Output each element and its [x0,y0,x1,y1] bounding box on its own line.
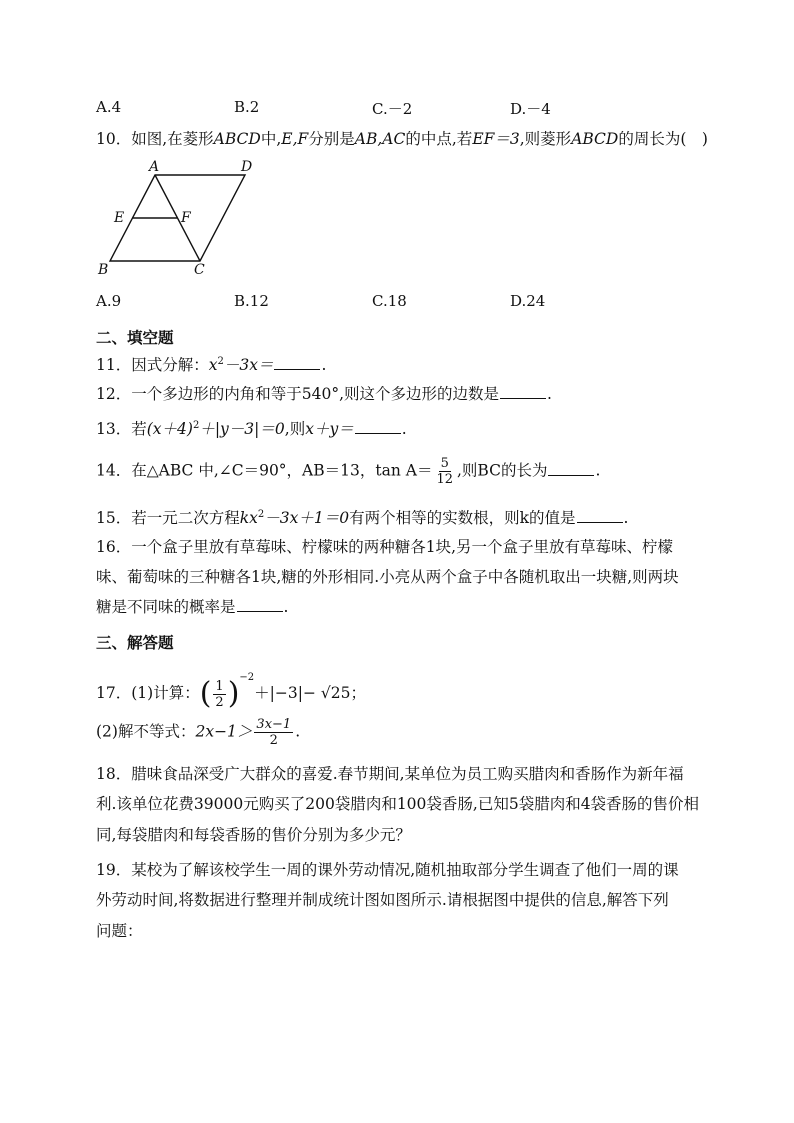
q17-fraction: $\frac{1}{2}$ [215,678,224,710]
q9-option-a[interactable]: A.4 [96,98,122,116]
q16-line1: 16．一个盒子里放有草莓味、柠檬味的两种糖各1块,另一个盒子里放有草莓味、柠檬 [96,538,674,556]
q19-line3: 问题： [96,922,143,940]
label-e: E [114,210,125,226]
label-d: D [241,159,253,175]
q9-option-b[interactable]: B.2 [234,98,260,116]
q14: 14．在△ABC 中,∠C＝90°，AB＝13，tan A＝ $\frac{5}{12}$ ,则BC的长为 . [96,456,601,487]
q19-line1: 19．某校为了解该校学生一周的课外劳动情况,随机抽取部分学生调查了他们一周的课 [96,861,679,879]
q14-fraction: $\frac{5}{12}$ [436,456,453,487]
q16-line3: 糖是不同味的概率是 . [96,598,289,616]
q16-line2: 味、葡萄味的三种糖各1块,糖的外形相同.小亮从两个盒子中各随机取出一块糖,则两块 [96,568,679,586]
section-answer-heading: 三、解答题 [96,634,174,652]
q10-option-a[interactable]: A.9 [96,292,122,310]
q15: 15．若一元二次方程$kx^2-3x+1=0$有两个相等的实数根，则k的值是 . [96,509,629,528]
q15-answer-blank[interactable] [577,508,623,523]
q10-option-d[interactable]: D.24 [510,292,546,310]
q10-options [96,292,736,310]
q10-option-b[interactable]: B.12 [234,292,269,310]
q18-line1: 18．腊味食品深受广大群众的喜爱.春节期间,某单位为员工购买腊肉和香肠作为新年福 [96,765,684,783]
q9-option-c[interactable]: C.－2 [372,100,413,118]
q9-option-d[interactable]: D.－4 [510,100,551,118]
q11-answer-blank[interactable] [274,355,320,370]
q16-answer-blank[interactable] [237,597,283,612]
q13-answer-blank[interactable] [355,419,401,434]
q10-stem: 10．如图,在菱形ABCD中,E,F分别是AB,AC的中点,若EF＝3,则菱形ABCD的周长为( ) [96,130,708,148]
q10-option-c[interactable]: C.18 [372,292,407,310]
rhombus-figure [96,156,266,281]
section-fill-blank-heading: 二、填空题 [96,329,174,347]
label-a: A [149,159,160,175]
q18-line3: 同,每袋腊肉和每袋香肠的售价分别为多少元？ [96,826,411,844]
q13: 13．若$(x+4)^2+|y-3|=0$,则x＋y＝ . [96,420,407,439]
q17-ineq-fraction: $\frac{3x-1}{2}$ [256,717,292,748]
q12-answer-blank[interactable] [500,384,546,399]
q14-answer-blank[interactable] [548,461,594,476]
label-f: F [181,210,191,226]
q12: 12．一个多边形的内角和等于540°,则这个多边形的边数是 . [96,385,552,403]
q11: 11．因式分解：$x^2-3x=$ . [96,356,327,375]
q9-options [96,98,736,119]
q17-part1: 17．(1)计算：( $\frac{1}{2}$ )$^{-2}$＋|−3|− √25； [96,672,366,711]
q18-line2: 利.该单位花费39000元购买了200袋腊肉和100袋香肠,已知5袋腊肉和4袋香肠的售价相 [96,795,700,813]
label-c: C [194,262,205,278]
q19-line2: 外劳动时间,将数据进行整理并制成统计图如图所示.请根据图中提供的信息,解答下列 [96,891,669,909]
label-b: B [98,262,109,278]
q17-part2: (2)解不等式：2x−1＞ $\frac{3x-1}{2}$ . [96,717,301,748]
